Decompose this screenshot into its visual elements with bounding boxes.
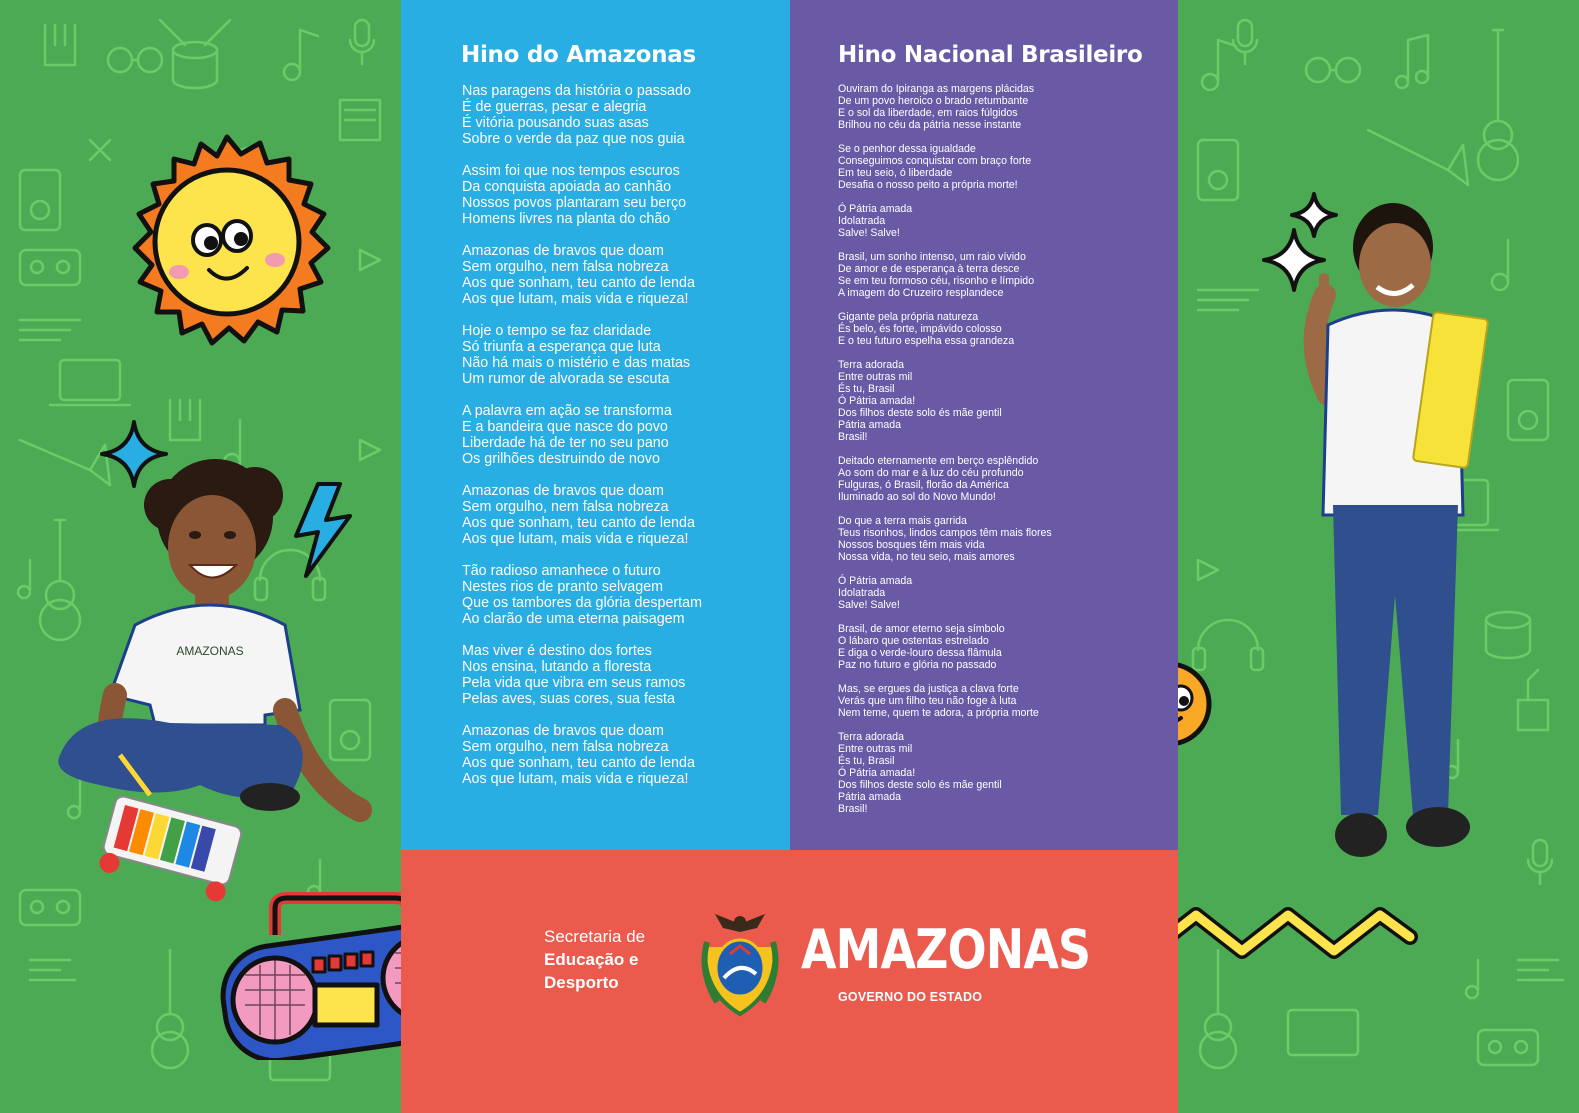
play-icon (1198, 560, 1218, 580)
music-note-icon (1396, 35, 1428, 88)
microphone-icon (350, 20, 374, 64)
child-with-book-photo (1273, 195, 1493, 885)
amazonas-wordmark: AMAZONAS (801, 918, 1091, 981)
music-note-icon (1466, 960, 1478, 998)
hino-amazonas-title: Hino do Amazonas (461, 42, 696, 68)
speaker-icon (1508, 380, 1548, 440)
hino-nacional-panel (790, 0, 1178, 850)
guitar-icon (152, 950, 188, 1068)
glasses-icon (1306, 58, 1360, 82)
trumpet-icon (1368, 130, 1468, 185)
hand-rock-icon (170, 400, 200, 440)
secretaria-label (544, 925, 645, 994)
hino-amazonas-lyrics: Nas paragens da história o passado É de guerras, pesar e alegria É vitória pousando suas asas Sobre o verde da paz que nos guia Assim foi que nos tempos escuros Da conquista apoiada ao canhão Nossos povos plantaram seu berço Homens livres na planta do chão Amazonas de bravos que doam Sem orgulho, nem falsa nobreza Aos que sonham, teu canto de lenda Aos que lutam, mais vida e riqueza! Hoje o tempo se faz claridade Só triunfa a esperança que luta Não há mais o mistério e das matas Um rumor de alvorada se escuta A palavra em ação se transforma E a bandeira que nasce do povo Liberdade há de ter no seu pano Os grilhões destruindo de novo Amazonas de bravos que doam Sem orgulho, nem falsa nobreza Aos que sonham, teu canto de lenda Aos que lutam, mais vida e riqueza! Tão radioso amanhece o futuro Nestes rios de pranto selvagem Que os tambores da glória despertam Ao clarão de uma eterna paisagem Mas viver é destino dos fortes Nos ensina, lutando a floresta Pela vida que vibra em seus ramos Pelas aves, suas cores, sua festa Amazonas de bravos que doam Sem orgulho, nem falsa nobreza Aos que sonham, teu canto de lenda Aos que lutam, mais vida e riqueza! (462, 83, 702, 787)
shirt-logo-text: AMAZONAS (176, 644, 244, 658)
hino-nacional-lyrics: Ouviram do Ipiranga as margens plácidas De um povo heroico o brado retumbante E o sol da liberdade, em raios fúlgidos Brilhou no céu da pátria nesse instante Se o penhor dessa igualdade Conseguimos conquistar com braço forte Em teu seio, ó liberdade Desafia o nosso peito a própria morte! Ó Pátria amada Idolatrada Salve! Salve! Brasil, um sonho intenso, um raio vívido De amor e de esperança à terra desce Se em teu formoso céu, risonho e límpido A imagem do Cruzeiro resplandece Gigante pela própria natureza És belo, és forte, impávido colosso E o teu futuro espelha essa grandeza Terra adorada Entre outras mil És tu, Brasil Ó Pátria amada! Dos filhos deste solo és mãe gentil Pátria amada Brasil! Deitado eternamente em berço esplêndido Ao som do mar e à luz do céu profundo Fulguras, ó Brasil, florão da América Iluminado ao sol do Novo Mundo! Do que a terra mais garrida Teus risonhos, lindos campos têm mais flores Nossos bosques têm mais vida Nossa vida, no teu seio, mais amores Ó Pátria amada Idolatrada Salve! Salve! Brasil, de amor eterno seja símbolo O lábaro que ostentas estrelado E diga o verde-louro dessa flâmula Paz no futuro e glória no passado Mas, se ergues da justiça a clava forte Verás que um filho teu não foge à luta Nem teme, quem te adora, a própria morte Terra adorada Entre outras mil És tu, Brasil Ó Pátria amada! Dos filhos deste solo és mãe gentil Pátria amada Brasil! (838, 83, 1052, 815)
music-note-icon (1492, 240, 1508, 290)
laptop-icon (50, 360, 130, 405)
left-illustration-panel (0, 0, 401, 1113)
secretaria-line3: Desporto (544, 973, 619, 992)
xylophone-icon (97, 795, 243, 904)
hand-rock-icon (45, 25, 75, 65)
sun-icon (122, 122, 332, 362)
cassette-icon (1478, 1030, 1538, 1065)
guitar-icon (1478, 30, 1518, 180)
music-note-icon (284, 30, 318, 80)
government-footer (401, 850, 1178, 1113)
governo-do-estado-label: GOVERNO DO ESTADO (838, 990, 983, 1004)
hino-nacional-title: Hino Nacional Brasileiro (838, 42, 1143, 68)
cassette-icon (20, 250, 80, 285)
speaker-icon (20, 170, 60, 230)
secretaria-line1: Secretaria de (544, 927, 646, 946)
play-icon (360, 250, 380, 270)
glasses-icon (108, 48, 162, 72)
music-note-icon (18, 560, 30, 598)
microphone-icon (1528, 840, 1552, 884)
coat-of-arms-icon (697, 902, 783, 1022)
microphone-icon (1233, 20, 1257, 64)
music-note-icon (1202, 40, 1236, 90)
hino-amazonas-panel (401, 0, 790, 850)
boombox-icon (215, 890, 401, 1060)
guitar-icon (1200, 950, 1236, 1068)
child-with-xylophone-photo (40, 455, 390, 915)
right-illustration-panel (1178, 0, 1579, 1113)
secretaria-line2: Educação e (544, 950, 639, 969)
laptop-icon (1288, 1010, 1358, 1055)
smiley-icon (1178, 658, 1215, 748)
note-icon (340, 100, 380, 140)
hand-thumb-icon (1518, 670, 1548, 730)
drum-icon (160, 20, 230, 88)
zigzag-icon (1178, 905, 1418, 965)
